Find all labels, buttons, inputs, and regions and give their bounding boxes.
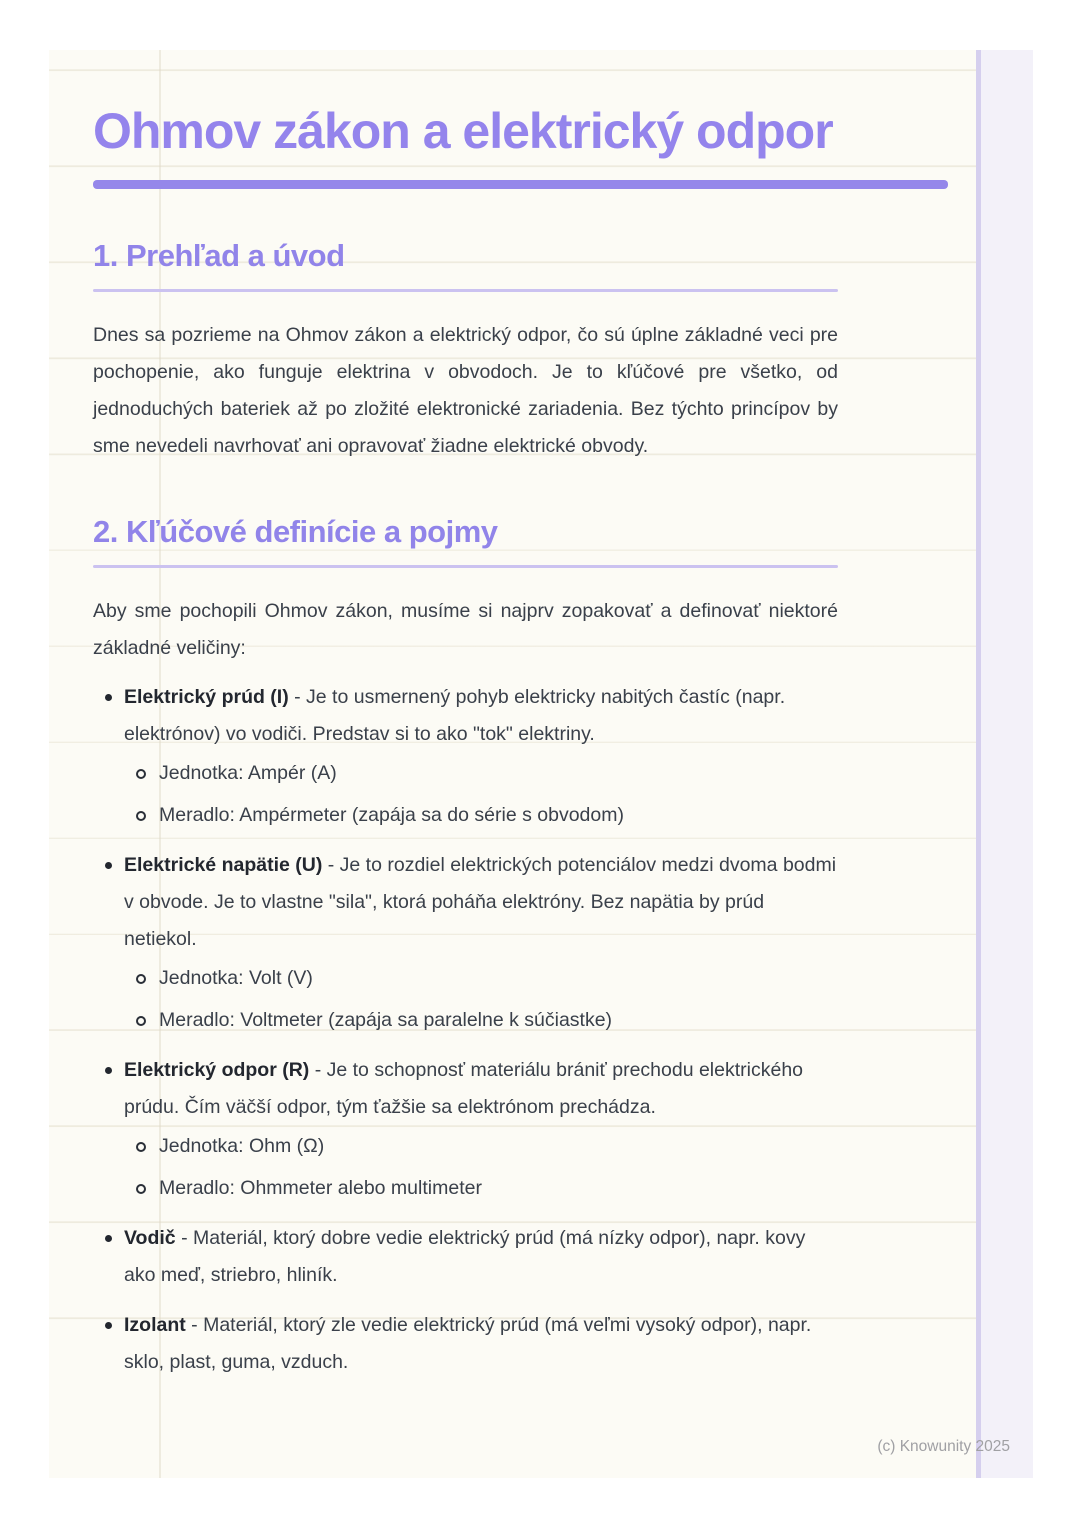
sub-list-item: Jednotka: Ohm (Ω) — [124, 1128, 838, 1165]
list-item-voltage — [93, 847, 838, 1039]
copyright-note: (c) Knowunity 2025 — [877, 1438, 1010, 1455]
sub-list — [124, 755, 838, 834]
section-2-heading: 2. Kľúčové definície a pojmy — [93, 514, 498, 549]
term-label: Elektrický prúd (I) — [124, 686, 289, 708]
term-description: - Je to rozdiel elektrických potenciálov medzi dvoma bodmi v obvode. Je to vlastne "sila", ktorá poháňa elektróny. Bez napätia by prúd netiekol. — [124, 854, 837, 950]
section-1-paragraph: Dnes sa pozrieme na Ohmov zákon a elektrický odpor, čo sú úplne základné veci pre pochopenie, ako funguje elektrina v obvodoch. Je to kľúčové pre všetko, od jednoduchých bateriek až po zložité elektronické zariadenia. Bez týchto princípov by sme nevedeli navrhovať ani opravovať žiadne elektrické obvody. — [93, 324, 838, 457]
list-item-current — [93, 679, 838, 834]
sub-list — [124, 1128, 838, 1207]
definitions-list — [93, 679, 838, 1381]
term-label: Elektrické napätie (U) — [124, 854, 323, 876]
section-1-heading: 1. Prehľad a úvod — [93, 238, 345, 273]
term-description: - Materiál, ktorý zle vedie elektrický prúd (má veľmi vysoký odpor), napr. sklo, plast, guma, vzduch. — [124, 1314, 812, 1373]
term-description: - Materiál, ktorý dobre vedie elektrický prúd (má nízky odpor), napr. kovy ako meď, striebro, hliník. — [124, 1227, 806, 1286]
sub-list-item: Meradlo: Ampérmeter (zapája sa do série s obvodom) — [124, 797, 838, 834]
document-title: Ohmov zákon a elektrický odpor — [93, 103, 833, 159]
sub-list-item: Meradlo: Voltmeter (zapája sa paralelne k súčiastke) — [124, 1002, 838, 1039]
document-page — [49, 50, 1033, 1478]
sub-list-item: Meradlo: Ohmmeter alebo multimeter — [124, 1170, 838, 1207]
sub-list-item: Jednotka: Ampér (A) — [124, 755, 838, 792]
list-item-resistance — [93, 1052, 838, 1207]
term-description: - Je to usmernený pohyb elektricky nabitých častíc (napr. elektrónov) vo vodiči. Predstav si to ako "tok" elektriny. — [124, 686, 786, 745]
section-2-divider — [93, 565, 838, 568]
sub-list — [124, 960, 838, 1039]
list-item-conductor — [93, 1220, 838, 1294]
section-1-divider — [93, 289, 838, 292]
title-divider — [93, 180, 948, 189]
term-label: Izolant — [124, 1314, 186, 1336]
term-label: Elektrický odpor (R) — [124, 1059, 310, 1081]
term-label: Vodič — [124, 1227, 176, 1249]
section-2-paragraph: Aby sme pochopili Ohmov zákon, musíme si najprv zopakovať a definovať niektoré základné veličiny: — [93, 600, 838, 659]
document-content — [49, 50, 989, 1381]
list-item-insulator — [93, 1307, 838, 1381]
sub-list-item: Jednotka: Volt (V) — [124, 960, 838, 997]
term-description: - Je to schopnosť materiálu brániť prechodu elektrického prúdu. Čím väčší odpor, tým ťažšie sa elektrónom prechádza. — [124, 1059, 804, 1118]
